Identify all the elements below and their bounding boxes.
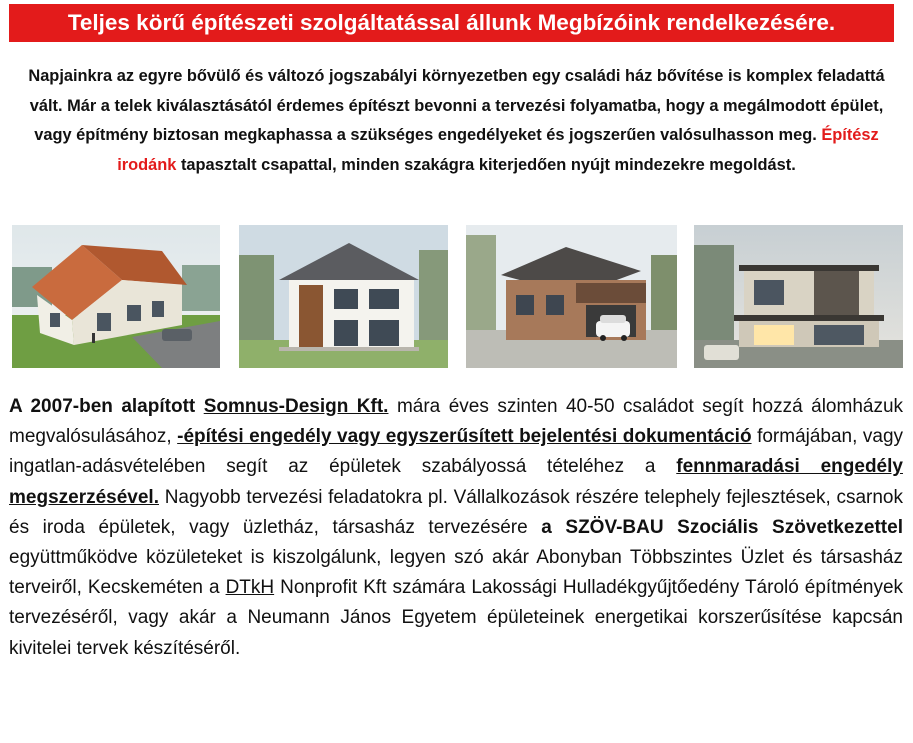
architect-office-link[interactable]: Építész irodánk bbox=[117, 126, 879, 174]
dtkh-link[interactable]: DTkH bbox=[225, 577, 275, 599]
intro-paragraph bbox=[20, 62, 893, 180]
building-permit-link[interactable]: -építési engedély vagy egyszerűsített bejelentési dokumentáció bbox=[177, 426, 752, 448]
house-render-2-image bbox=[239, 225, 448, 368]
house-render-4-image bbox=[694, 225, 903, 368]
body-text-2: formájában, vagy ingatlan-adásvételében segít az épületek szabályossá tételéhez a bbox=[9, 426, 904, 478]
intro-text: Napjainkra az egyre bővülő és változó jogszabályi környezetben egy családi ház bővítése is komplex feladattá vált. Már a telek kiválasztásától érdemes építészt bevonni a tervezési folyamatba, hogy a megálmodott épület, vagy építmény biztosan megkaphassa a szükséges engedélyeket és jogszerűen valósulhasson meg. bbox=[28, 67, 885, 144]
body-text-4: együttműködve közületeket is kiszolgálunk, legyen szó akár Abonyban Többszintes Üzlet és társasház terveiről, Kecskeméten a bbox=[9, 547, 903, 599]
cooperative-name: a SZÖV-BAU Szociális Szövetkezettel bbox=[541, 516, 903, 538]
body-text-3: Nagyobb tervezési feladatokra pl. Vállalkozások részére telephely fejlesztések, csarnok és iroda épületek, vagy üzletház, társasház tervezésére bbox=[9, 486, 903, 538]
company-description bbox=[9, 392, 903, 664]
house-render-3-image bbox=[466, 225, 677, 368]
intro-text-end: tapasztalt csapattal, minden szakágra kiterjedően nyújt mindezekre megoldást. bbox=[180, 155, 796, 174]
company-name-link[interactable]: Somnus-Design Kft. bbox=[203, 396, 389, 417]
founded-text: A 2007-ben alapított bbox=[9, 396, 196, 417]
maintenance-permit-link[interactable]: fennmaradási engedély megszerzésével. bbox=[9, 456, 903, 508]
house-render-1-image bbox=[12, 225, 220, 368]
headline-banner bbox=[9, 4, 894, 42]
body-text-5: Nonprofit Kft számára Lakossági Hulladékgyűjtőedény Tároló építmények tervezéséről, vagy akár a Neumann János Egyetem épületeinek energetikai korszerűsítése kapcsán kivitelei tervek készítéséről. bbox=[9, 577, 904, 659]
headline-text: Teljes körű építészeti szolgáltatással állunk Megbízóink rendelkezésére. bbox=[67, 10, 836, 35]
body-text-1: mára éves szinten 40-50 családot segít hozzá álomházuk megvalósulásához, bbox=[9, 396, 904, 448]
